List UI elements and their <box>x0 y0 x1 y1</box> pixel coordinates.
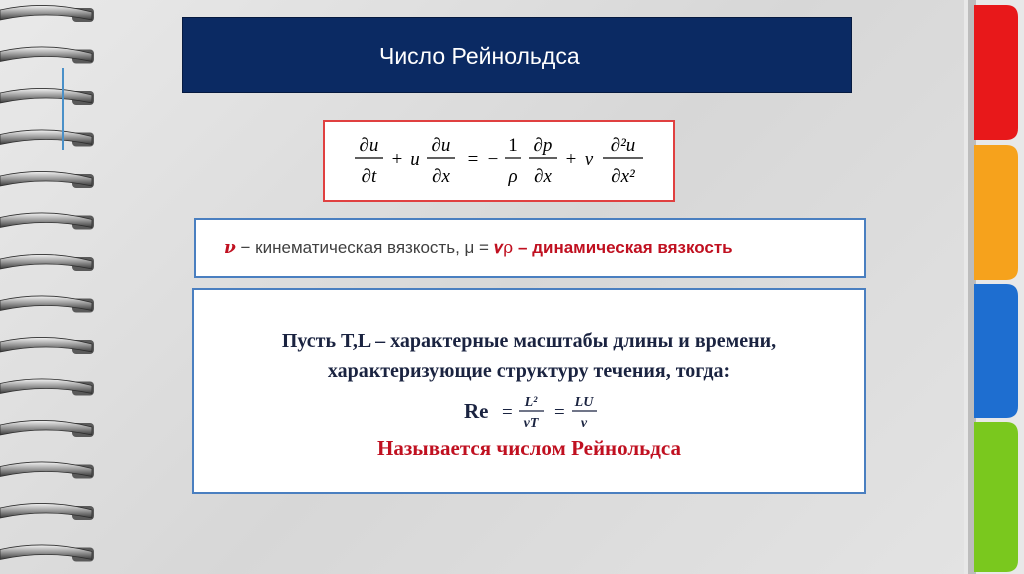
spiral-ring <box>0 213 92 228</box>
spiral-ring <box>0 47 92 62</box>
eq-term5-num: ∂²u <box>610 135 636 156</box>
reynolds-definition-box <box>192 288 866 494</box>
frac1-num: L² <box>524 395 538 410</box>
tab-blue[interactable] <box>974 284 1018 418</box>
reynolds-formula <box>194 390 864 434</box>
re-label: Re <box>464 399 489 423</box>
eq-term1-num: ∂u <box>359 135 379 156</box>
re-equals-2: = <box>554 402 565 423</box>
eq-term3-den: ρ <box>508 166 518 187</box>
viscosity-line <box>224 220 733 276</box>
eq-equals: = <box>467 149 479 170</box>
eq-nu: ν <box>584 149 594 170</box>
eq-term3-num: 1 <box>508 135 518 156</box>
spiral-ring <box>0 337 92 352</box>
eq-term4-num: ∂p <box>533 135 553 156</box>
frac1-den: νT <box>523 416 539 431</box>
eq-plus-2: + <box>565 149 577 170</box>
structure-text: характеризующие структуру течения, тогда: <box>327 360 731 382</box>
eq-term5-den: ∂x² <box>611 166 635 187</box>
eq-term2-num: ∂u <box>431 135 451 156</box>
spiral-ring <box>0 462 92 477</box>
spiral-ring <box>0 503 92 518</box>
spiral-ring <box>0 171 92 186</box>
eq-term1-den: ∂t <box>361 166 377 187</box>
spiral-ring <box>0 130 92 145</box>
eq-term4-den: ∂x <box>534 166 552 187</box>
re-equals-1: = <box>502 402 513 423</box>
spiral-ring <box>0 88 92 103</box>
eq-term2-den: ∂x <box>432 166 450 187</box>
dynamic-text: – динамическая вязкость <box>513 238 733 257</box>
tab-red[interactable] <box>974 5 1018 140</box>
navier-stokes-equation-box <box>323 120 675 202</box>
title-banner <box>182 17 852 93</box>
spiral-ring <box>0 296 92 311</box>
kinematic-text: − кинематическая вязкость, μ = <box>235 238 494 257</box>
nu-symbol: 𝝂 <box>224 238 236 258</box>
spiral-ring <box>0 545 92 560</box>
slide-title: Число Рейнольдса <box>379 43 580 69</box>
eq-u: u <box>410 149 420 170</box>
spiral-ring <box>0 5 92 20</box>
frac2-den: ν <box>580 416 588 431</box>
eq-minus: − <box>487 149 499 170</box>
tab-green[interactable] <box>974 422 1018 572</box>
notebook-spiral-icon <box>0 0 110 574</box>
notebook-tabs-icon <box>964 0 1024 574</box>
spiral-ring <box>0 379 92 394</box>
nu-rho: 𝝂ρ <box>493 238 514 258</box>
tab-orange[interactable] <box>974 145 1018 280</box>
eq-plus-1: + <box>391 149 403 170</box>
reynolds-caption: Называется числом Рейнольдса <box>377 436 681 460</box>
viscosity-definition-box <box>194 218 866 278</box>
spiral-ring <box>0 420 92 435</box>
frac2-num: LU <box>574 395 594 410</box>
scales-text: Пусть T,L – характерные масштабы длины и времени, <box>281 330 777 352</box>
margin-line <box>62 68 64 150</box>
spiral-ring <box>0 254 92 269</box>
